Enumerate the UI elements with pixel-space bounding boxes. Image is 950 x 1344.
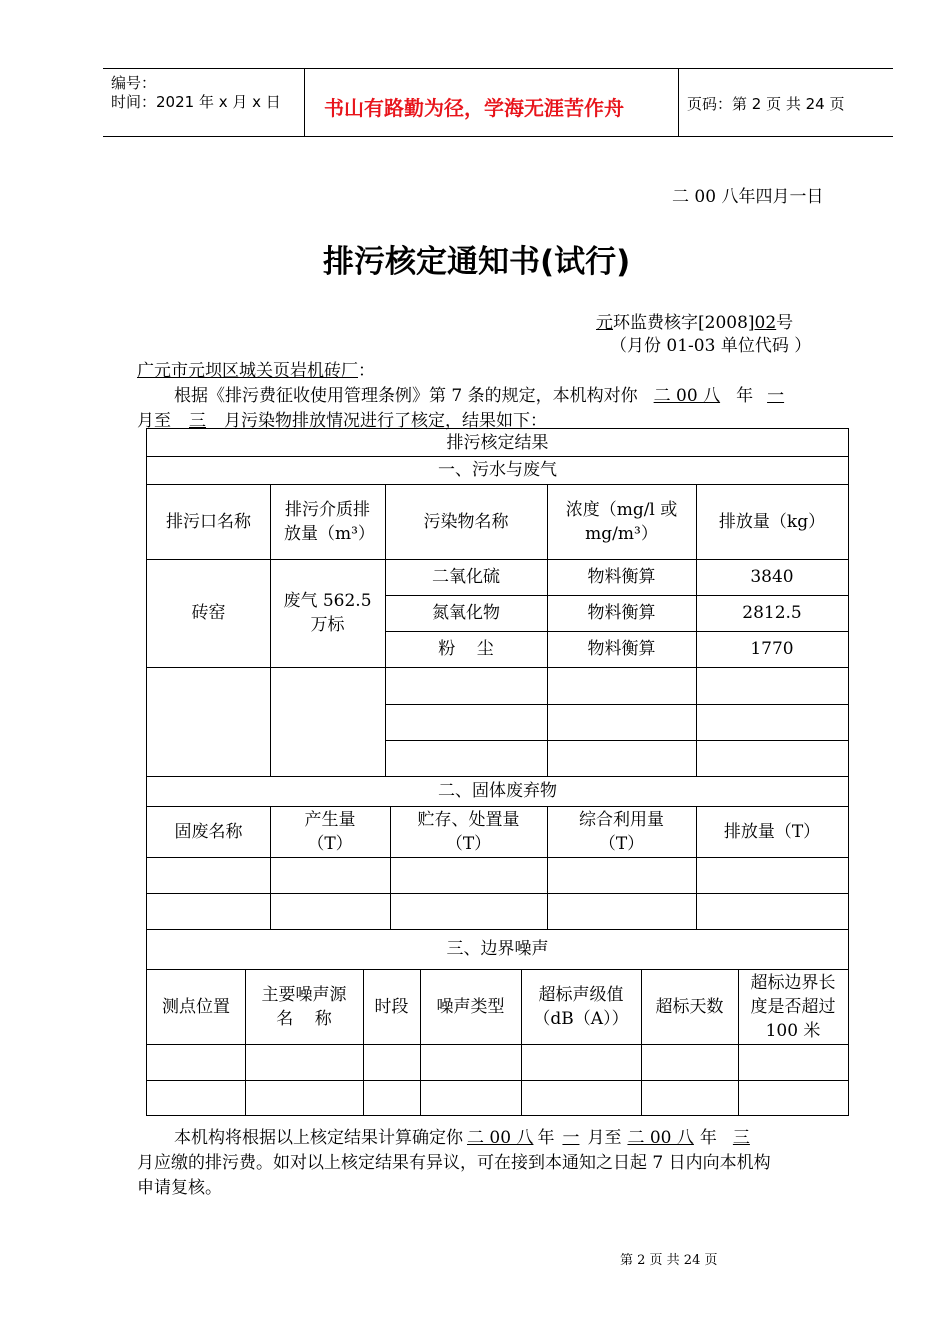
emission-table: [146, 428, 849, 1116]
ref-prefix: 元: [596, 313, 613, 333]
s1-pollutant: 粉 尘: [438, 639, 494, 659]
reference-subline: （月份 01-03 单位代码 ）: [610, 336, 812, 356]
s2-header-produced: 产生量（T）: [304, 809, 356, 854]
recipient: 广元市元坝区城关页岩机砖厂: [137, 361, 358, 381]
motto: 书山有路勤为径，学海无涯苦作舟: [324, 96, 624, 120]
s1-header-concentration: 浓度（mg/l 或 mg/m³）: [565, 499, 678, 544]
s3-header-source: 主要噪声源名 称: [261, 984, 347, 1029]
s1-amount: 3840: [750, 567, 794, 587]
s2-header-stored: 贮存、处置量（T）: [417, 809, 520, 854]
s2-header-discharged: 排放量（T）: [723, 821, 821, 842]
document-date: 二 00 八年四月一日: [672, 187, 824, 207]
table-rule: [147, 893, 848, 894]
ref-mid: 环监费核字[2008]: [613, 313, 755, 333]
para1-text-end: 月污染物排放情况进行了核定，结果如下：: [224, 411, 547, 431]
page-footer: 第 2 页 共 24 页: [620, 1253, 718, 1268]
s2-header-reused: 综合利用量（T）: [579, 809, 664, 854]
s1-concentration: 物料衡算: [587, 567, 656, 587]
s3-header-boundary: 超标边界长度是否超过 100 米: [750, 972, 836, 1041]
para2-month-start: 一: [562, 1128, 580, 1148]
s3-header-type: 噪声类型: [436, 996, 505, 1017]
page-title: 排污核定通知书(试行): [323, 244, 631, 280]
recipient-colon: ：: [358, 361, 375, 381]
para1-year: 二 00 八: [653, 386, 721, 406]
s1-amount: 1770: [750, 639, 794, 659]
header-divider: [304, 68, 305, 136]
s1-header-media: 排污介质排放量（m³）: [284, 499, 375, 544]
para2-year-end: 二 00 八: [627, 1128, 694, 1148]
ref-num: 02: [754, 313, 777, 333]
s3-header-level: 超标声级值（dB（A））: [533, 984, 629, 1029]
table-rule: [147, 857, 848, 858]
s3-header-point: 测点位置: [162, 996, 230, 1017]
para1-month-start: 一: [767, 386, 785, 406]
s1-header-amount: 排放量（kg）: [718, 511, 826, 532]
paragraph-2-line-1: [174, 1123, 766, 1148]
s1-concentration: 物料衡算: [587, 639, 656, 659]
reference-number: [596, 308, 793, 333]
page-label: 页码：第 2 页 共 24 页: [687, 95, 845, 113]
para2-text: 本机构将根据以上核定结果计算确定你: [174, 1128, 463, 1148]
s1-outlet: 砖窑: [191, 603, 226, 623]
table-rule: [385, 704, 848, 705]
s1-header-outlet: 排污口名称: [166, 511, 251, 532]
section-1-title: 一、污水与废气: [438, 460, 557, 480]
paragraph-1-line-1: [174, 381, 784, 406]
header-bottom-rule: [103, 136, 893, 137]
serial-label: 编号：: [111, 74, 157, 92]
para1-year-unit: 年: [736, 386, 754, 406]
s1-pollutant: 二氧化硫: [432, 567, 500, 587]
para2-year-start: 二 00 八: [467, 1128, 534, 1148]
para1-month-end: 三: [189, 411, 206, 431]
table-rule: [147, 667, 848, 668]
ref-suffix: 号: [776, 313, 794, 333]
para2-month-end: 三: [732, 1128, 750, 1148]
s1-header-pollutant: 污染物名称: [423, 511, 509, 532]
recipient-line: [137, 356, 375, 381]
header-top-rule: [103, 68, 893, 69]
para2-year-unit-2: 年: [699, 1128, 717, 1148]
s1-amount: 2812.5: [742, 603, 802, 623]
table-rule: [147, 1080, 848, 1081]
s1-pollutant: 氮氧化物: [432, 603, 500, 623]
s3-header-period: 时段: [374, 996, 409, 1017]
s3-header-days: 超标天数: [655, 996, 724, 1017]
para2-to: 月至: [587, 1128, 622, 1148]
s2-header-name: 固废名称: [174, 821, 243, 842]
table-rule: [385, 740, 848, 741]
s1-concentration: 物料衡算: [587, 603, 656, 623]
time-label: 时间：2021 年 x 月 x 日: [111, 93, 281, 111]
section-2-title: 二、固体废弃物: [438, 781, 557, 801]
para1-to: 月至: [137, 411, 171, 431]
header-divider: [678, 68, 679, 136]
paragraph-2-line-3: 申请复核。: [137, 1178, 222, 1198]
section-3-title: 三、边界噪声: [446, 939, 549, 959]
paragraph-2-line-2: 月应缴的排污费。如对以上核定结果有异议，可在接到本通知之日起 7 日内向本机构: [137, 1153, 771, 1173]
para1-text: 根据《排污费征收使用管理条例》第 7 条的规定，本机构对你: [174, 386, 638, 406]
s1-media: 废气 562.5 万标: [283, 591, 372, 635]
table-caption: 排污核定结果: [446, 432, 549, 453]
table-rule: [147, 1044, 848, 1045]
para2-year-unit: 年: [537, 1128, 555, 1148]
